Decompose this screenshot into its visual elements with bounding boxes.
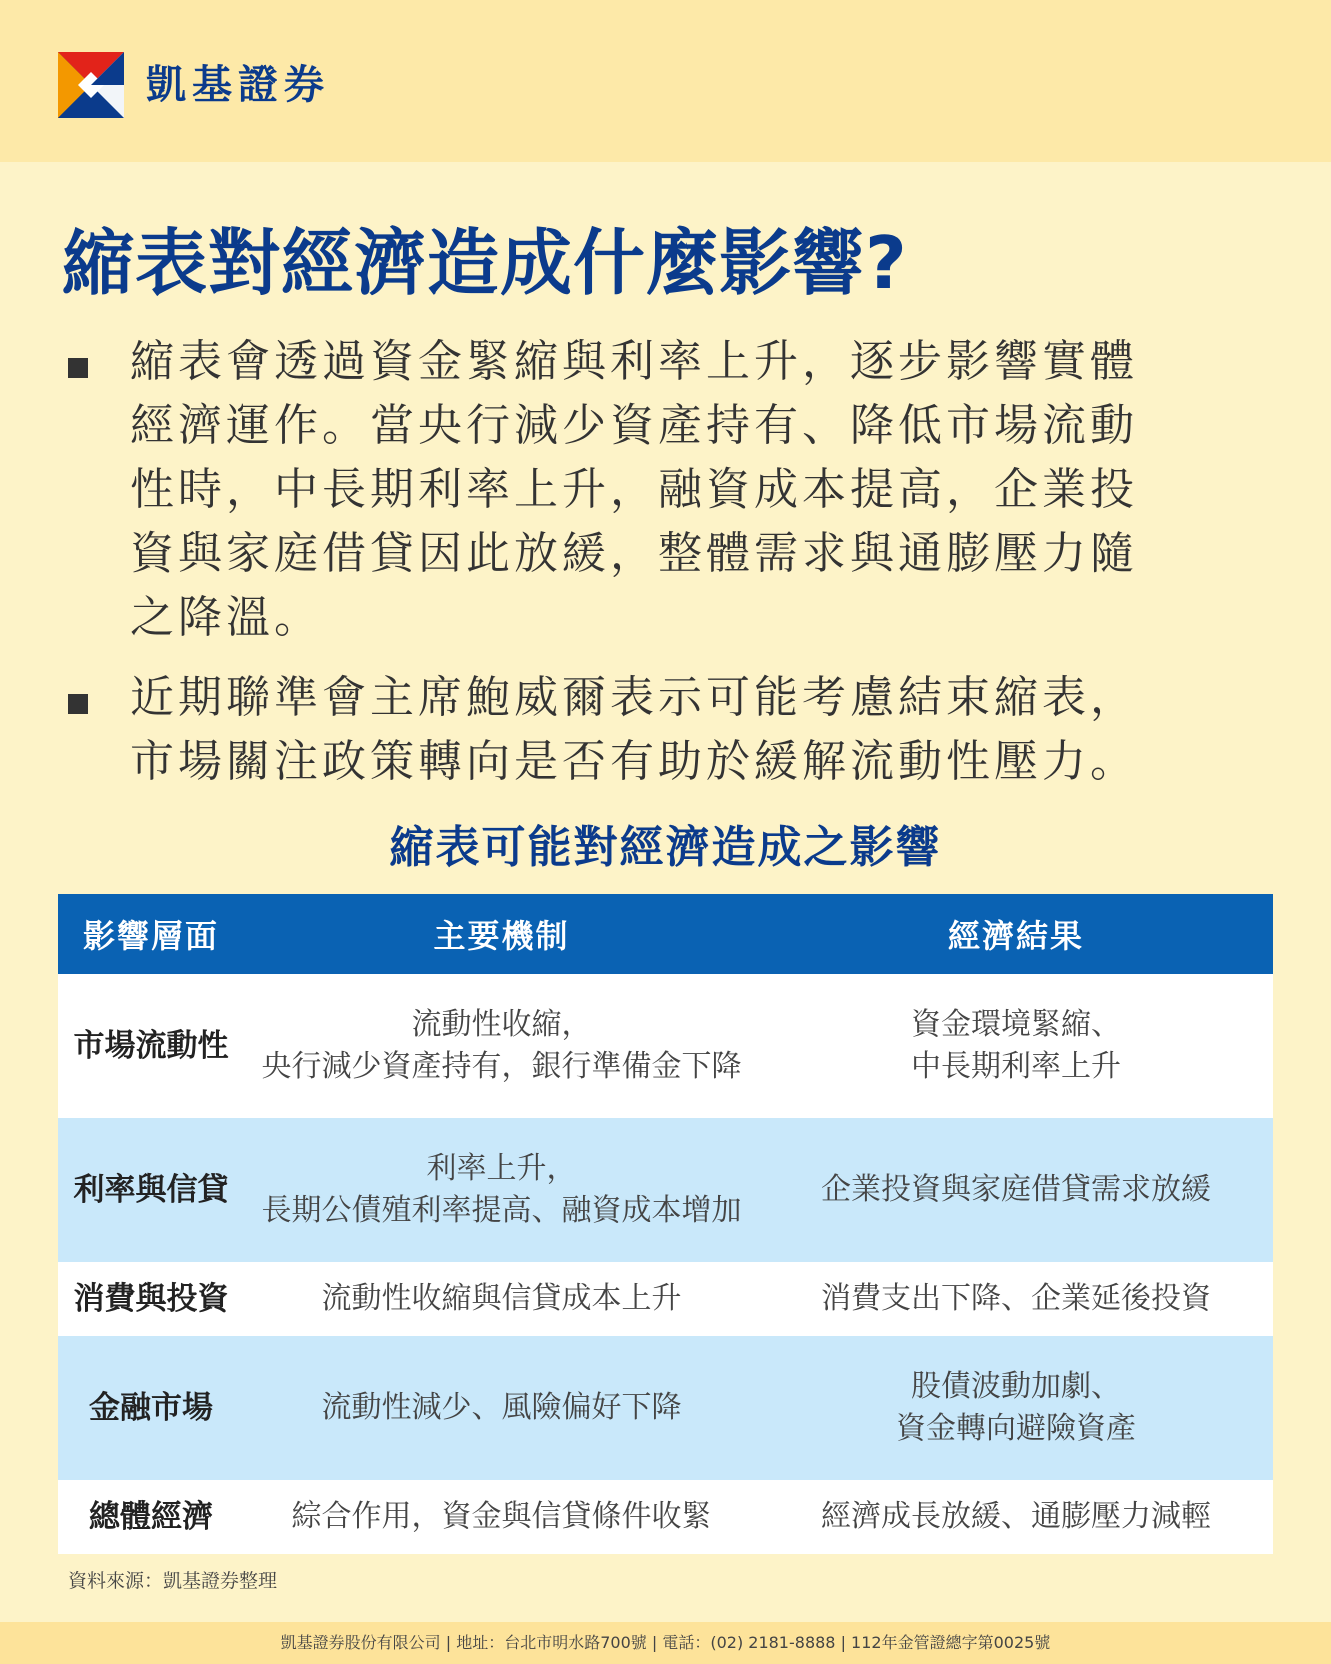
cell-line: 綜合作用，資金與信貸條件收緊 <box>291 1499 712 1534</box>
aspect-cell: 金融市場 <box>58 1336 244 1480</box>
mechanism-cell <box>244 1480 759 1554</box>
header-mechanism: 主要機制 <box>244 894 759 974</box>
outcome-cell <box>759 974 1273 1118</box>
outcome-cell <box>759 1118 1273 1262</box>
header-aspect: 影響層面 <box>58 894 244 974</box>
square-bullet-icon <box>68 694 88 714</box>
cell-line: 資金轉向避險資產 <box>896 1411 1136 1446</box>
table-row <box>58 1118 1273 1262</box>
page-title: 縮表對經濟造成什麼影響? <box>62 221 908 305</box>
bullet-1-line: 之降溫。 <box>130 592 322 643</box>
bullet-2-text <box>130 666 1330 794</box>
cell-line: 資金環境緊縮、 <box>911 1007 1121 1042</box>
cell-line: 消費支出下降、企業延後投資 <box>821 1281 1211 1316</box>
table-row <box>58 974 1273 1118</box>
kgi-logo-icon <box>58 52 124 118</box>
cell-line: 流動性收縮， <box>411 1007 592 1042</box>
outcome-cell <box>759 1262 1273 1336</box>
mechanism-cell <box>244 1262 759 1336</box>
table-row <box>58 1336 1273 1480</box>
mechanism-cell <box>244 1336 759 1480</box>
cell-line: 利率上升， <box>426 1151 577 1186</box>
cell-line: 企業投資與家庭借貸需求放緩 <box>821 1172 1211 1207</box>
cell-line: 股債波動加劇、 <box>911 1369 1121 1404</box>
header-banner <box>0 0 1331 162</box>
impact-table <box>58 894 1273 1554</box>
table-row <box>58 1262 1273 1336</box>
bullet-2-line: 市場關注政策轉向是否有助於緩解流動性壓力。 <box>130 736 1138 787</box>
bullet-2-line: 近期聯準會主席鮑威爾表示可能考慮結束縮表， <box>130 672 1138 723</box>
table-title: 縮表可能對經濟造成之影響 <box>389 822 942 873</box>
bullet-1-line: 性時，中長期利率上升，融資成本提高，企業投 <box>130 464 1138 515</box>
aspect-cell: 利率與信貸 <box>58 1118 244 1262</box>
table-row <box>58 1480 1273 1554</box>
cell-line: 央行減少資產持有，銀行準備金下降 <box>261 1049 742 1084</box>
outcome-cell <box>759 1336 1273 1480</box>
footer-bar: 凱基證券股份有限公司 | 地址：台北市明水路700號 | 電話：(02) 2181-8888 | 112年金管證總字第0025號 <box>0 1622 1331 1664</box>
outcome-cell <box>759 1480 1273 1554</box>
cell-line: 長期公債殖利率提高、融資成本增加 <box>261 1193 742 1228</box>
bullet-1-line: 經濟運作。當央行減少資產持有、降低市場流動 <box>130 400 1138 451</box>
mechanism-cell <box>244 1118 759 1262</box>
bullet-1-text <box>130 330 1330 650</box>
aspect-cell: 消費與投資 <box>58 1262 244 1336</box>
mechanism-cell <box>244 974 759 1118</box>
aspect-cell: 總體經濟 <box>58 1480 244 1554</box>
source-note: 資料來源：凱基證券整理 <box>68 1570 278 1592</box>
table-header-row <box>58 894 1273 974</box>
bullet-1-line: 縮表會透過資金緊縮與利率上升，逐步影響實體 <box>130 336 1138 387</box>
header-outcome: 經濟結果 <box>759 894 1273 974</box>
aspect-cell: 市場流動性 <box>58 974 244 1118</box>
bullet-1-line: 資與家庭借貸因此放緩，整體需求與通膨壓力隨 <box>130 528 1138 579</box>
square-bullet-icon <box>68 358 88 378</box>
cell-line: 中長期利率上升 <box>911 1049 1121 1084</box>
cell-line: 流動性減少、風險偏好下降 <box>321 1390 682 1425</box>
brand-name: 凱基證券 <box>146 62 330 108</box>
cell-line: 流動性收縮與信貸成本上升 <box>321 1281 682 1316</box>
cell-line: 經濟成長放緩、通膨壓力減輕 <box>821 1499 1211 1534</box>
